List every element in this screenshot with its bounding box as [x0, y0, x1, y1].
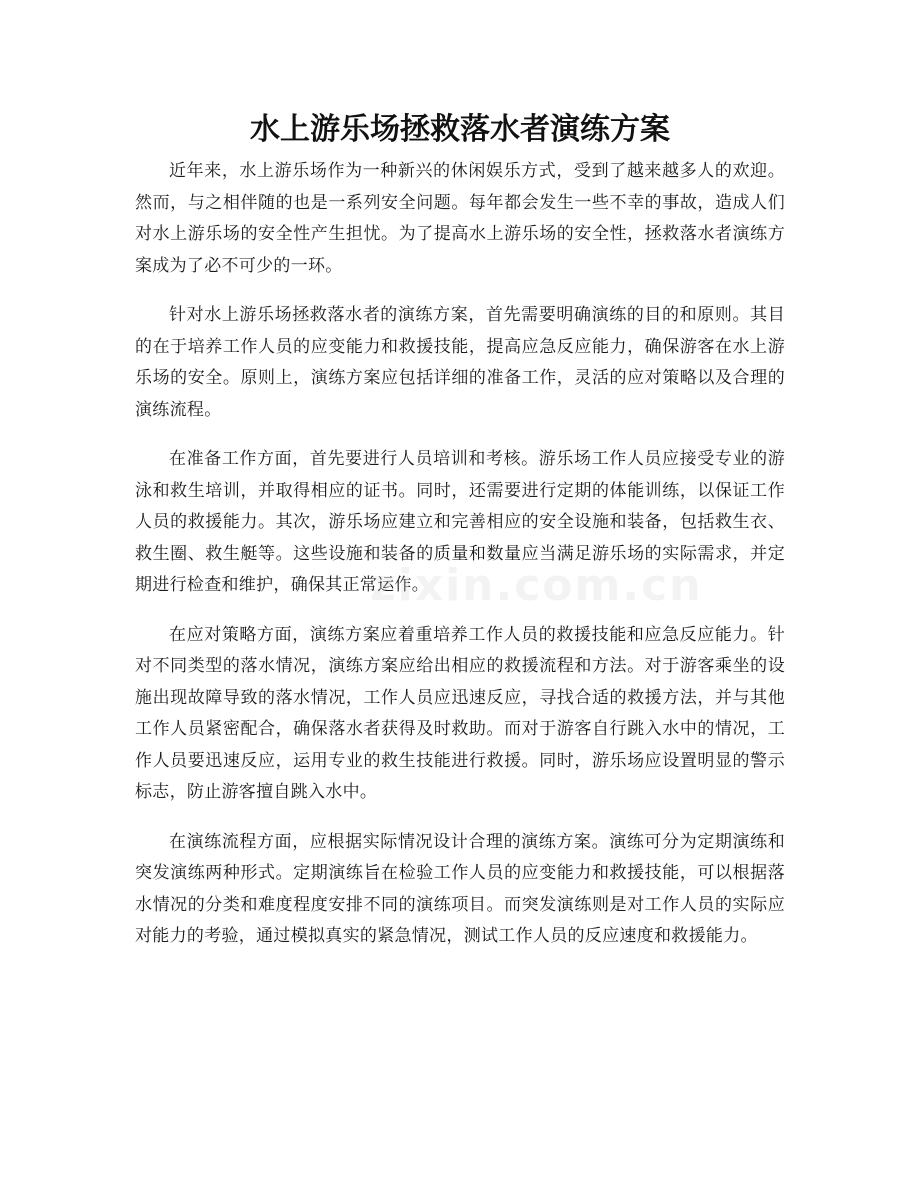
document-title: 水上游乐场拯救落水者演练方案: [250, 112, 670, 147]
watermark: zixin.com.cn: [370, 560, 703, 611]
document-body: [135, 156, 785, 971]
paragraph-strategy: 在应对策略方面，演练方案应着重培养工作人员的救援技能和应急反应能力。针对不同类型的落水情况，演练方案应给出相应的救援流程和方法。对于游客乘坐的设施出现故障导致的落水情况，工作人员应迅速反应，寻找合适的救援方法，并与其他工作人员紧密配合，确保落水者获得及时救助。而对于游客自行跳入水中的情况，工作人员要迅速反应，运用专业的救生技能进行救援。同时，游乐场应设置明显的警示标志，防止游客擅自跳入水中。: [135, 624, 785, 802]
paragraph-purpose: 针对水上游乐场拯救落水者的演练方案，首先需要明确演练的目的和原则。其目的在于培养工作人员的应变能力和救援技能，提高应急反应能力，确保游客在水上游乐场的安全。原则上，演练方案应包括详细的准备工作，灵活的应对策略以及合理的演练流程。: [135, 305, 785, 420]
paragraph-process: 在演练流程方面，应根据实际情况设计合理的演练方案。演练可分为定期演练和突发演练两种形式。定期演练旨在检验工作人员的应变能力和救援技能，可以根据落水情况的分类和难度程度安排不同的演练项目。而突发演练则是对工作人员的实际应对能力的考验，通过模拟真实的紧急情况，测试工作人员的反应速度和救援能力。: [135, 831, 785, 946]
paragraph-preparation: 在准备工作方面，首先要进行人员培训和考核。游乐场工作人员应接受专业的游泳和救生培训，并取得相应的证书。同时，还需要进行定期的体能训练，以保证工作人员的救援能力。其次，游乐场应建立和完善相应的安全设施和装备，包括救生衣、救生圈、救生艇等。这些设施和装备的质量和数量应当满足游乐场的实际需求，并定期进行检查和维护，确保其正常运作。: [135, 449, 785, 595]
paragraph-intro: 近年来，水上游乐场作为一种新兴的休闲娱乐方式，受到了越来越多人的欢迎。然而，与之相伴随的也是一系列安全问题。每年都会发生一些不幸的事故，造成人们对水上游乐场的安全性产生担忧。为了提高水上游乐场的安全性，拯救落水者演练方案成为了必不可少的一环。: [135, 161, 785, 276]
